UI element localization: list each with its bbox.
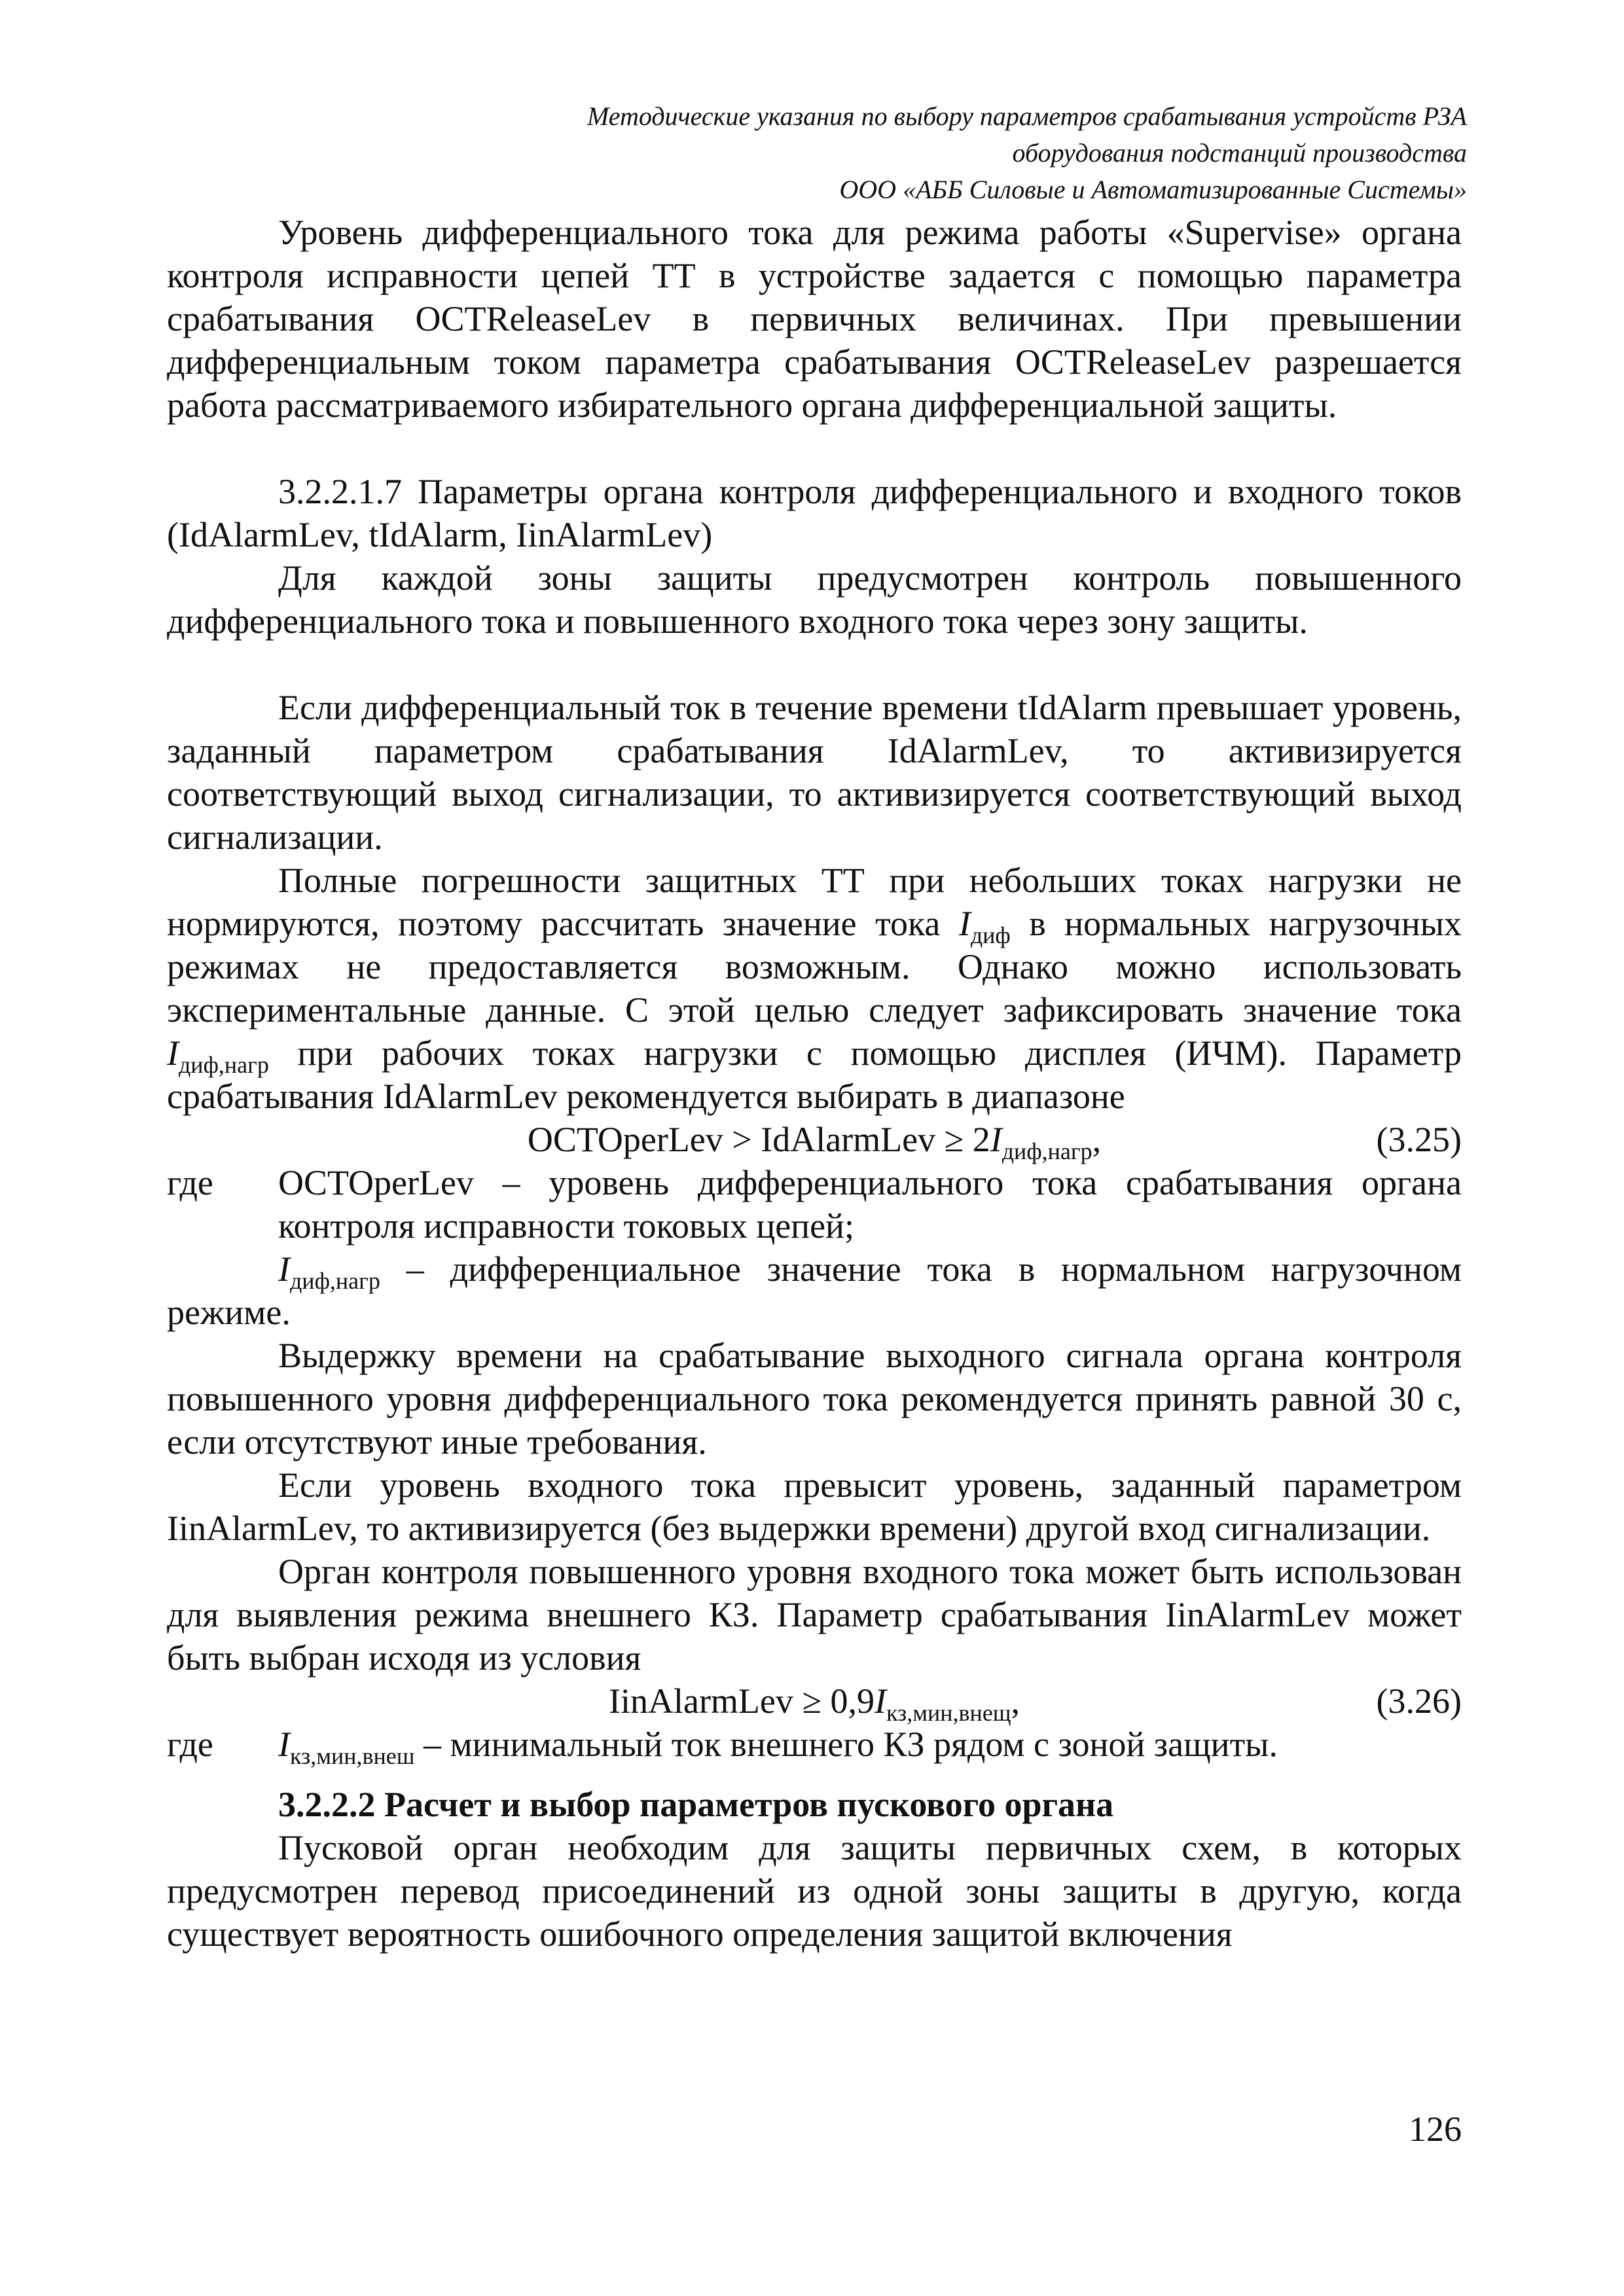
where-label: где: [167, 1725, 213, 1764]
variable-i: I: [958, 904, 971, 943]
running-header: [354, 98, 1467, 208]
where-clause-3-25: [167, 1161, 1462, 1247]
paragraph-supervise: Уровень дифференциального тока для режима работы «Supervise» органа контроля исправности цепей ТТ в устройстве задается с помощью параметра срабатывания OCTReleaseLev в первичных величинах. При превышении дифференциальным током параметра срабатывания OCTReleaseLev разрешается работа рассматриваемого избирательного органа дифференциальной защиты.: [167, 213, 1462, 425]
paragraph-ct-errors: Полные погрешности защитных ТТ при небольших токах нагрузки не нормируются, поэтому рассчитать значение тока $I_{диф}$ в нормальных нагрузочных режимах не предоставляется возможным. Однако можно использовать экспериментальные данные. С этой целью следует зафиксировать значение тока $I_{диф,нагр}$ при рабочих токах нагрузки с помощью дисплея (ИЧМ). Параметр срабатывания IdAlarmLev рекомендуется выбирать в диапазоне: [167, 861, 1462, 1116]
page-number: 126: [1409, 2109, 1462, 2149]
where-definition: $I_{диф,нагр}$ – дифференциальное значение тока в нормальном нагрузочном режиме.: [167, 1249, 1462, 1332]
header-line-3: ООО «АББ Силовые и Автоматизированные Системы»: [839, 175, 1467, 204]
formula-3-26: [167, 1679, 1462, 1726]
paragraph-start-element: Пусковой орган необходим для защиты первичных схем, в которых предусмотрен перевод присоединений из одной зоны защиты в другую, когда существует вероятность ошибочного определения защитой включения: [167, 1828, 1462, 1954]
paragraph-time-delay: Выдержку времени на срабатывание выходного сигнала органа контроля повышенного уровня дифференциального тока рекомендуется принять равной 30 с, если отсутствуют иные требования.: [167, 1336, 1462, 1462]
where-text: $I_{кз,мин,внеш}$ – минимальный ток внешнего КЗ рядом с зоной защиты.: [278, 1725, 1278, 1769]
formula-number: (3.25): [1376, 1120, 1462, 1159]
paragraph-external-fault: Орган контроля повышенного уровня входного тока может быть использован для выявления режима внешнего КЗ. Параметр срабатывания IinAlarmLev может быть выбран исходя из условия: [167, 1552, 1462, 1677]
variable-i: I: [167, 1033, 179, 1073]
formula-number: (3.26): [1376, 1681, 1462, 1721]
paragraph-zone-control: Для каждой зоны защиты предусмотрен контроль повышенного дифференциального тока и повышенного входного тока через зону защиты.: [167, 558, 1462, 641]
where-text: OCTOperLev – уровень дифференциального тока срабатывания органа контроля исправности токовых цепей;: [278, 1163, 1462, 1246]
where-clause-3-26: [167, 1723, 1462, 1769]
formula-expression: OCTOperLev > IdAlarmLev ≥ $2I_{диф,нагр}$,: [527, 1120, 1102, 1164]
paragraph-input-current: Если уровень входного тока превысит уровень, заданный параметром IinAlarmLev, то активизируется (без выдержки времени) другой вход сигнализации.: [167, 1465, 1462, 1548]
paragraph-tidalarm: Если дифференциальный ток в течение времени tIdAlarm превышает уровень, заданный параметром срабатывания IdAlarmLev, то активизируется соответствующий выход сигнализации, то активизируется соответствующий выход сигнализации.: [167, 688, 1462, 857]
where-label: где: [167, 1163, 213, 1202]
section-heading-3-2-2-1-7: 3.2.2.1.7 Параметры органа контроля дифференциального и входного токов (IdAlarmLev, tIdAlarm, IinAlarmLev): [167, 472, 1462, 554]
page-body: [167, 211, 1462, 1956]
formula-3-25: [167, 1118, 1462, 1164]
header-line-1: Методические указания по выбору параметров срабатывания устройств РЗА: [586, 101, 1467, 131]
section-heading-3-2-2-2: 3.2.2.2 Расчет и выбор параметров пускового органа: [278, 1785, 1114, 1824]
formula-expression: IinAlarmLev ≥ $0,9I_{кз,мин,внещ}$,: [608, 1681, 1020, 1726]
header-line-2: оборудования подстанций производства: [1012, 138, 1467, 168]
